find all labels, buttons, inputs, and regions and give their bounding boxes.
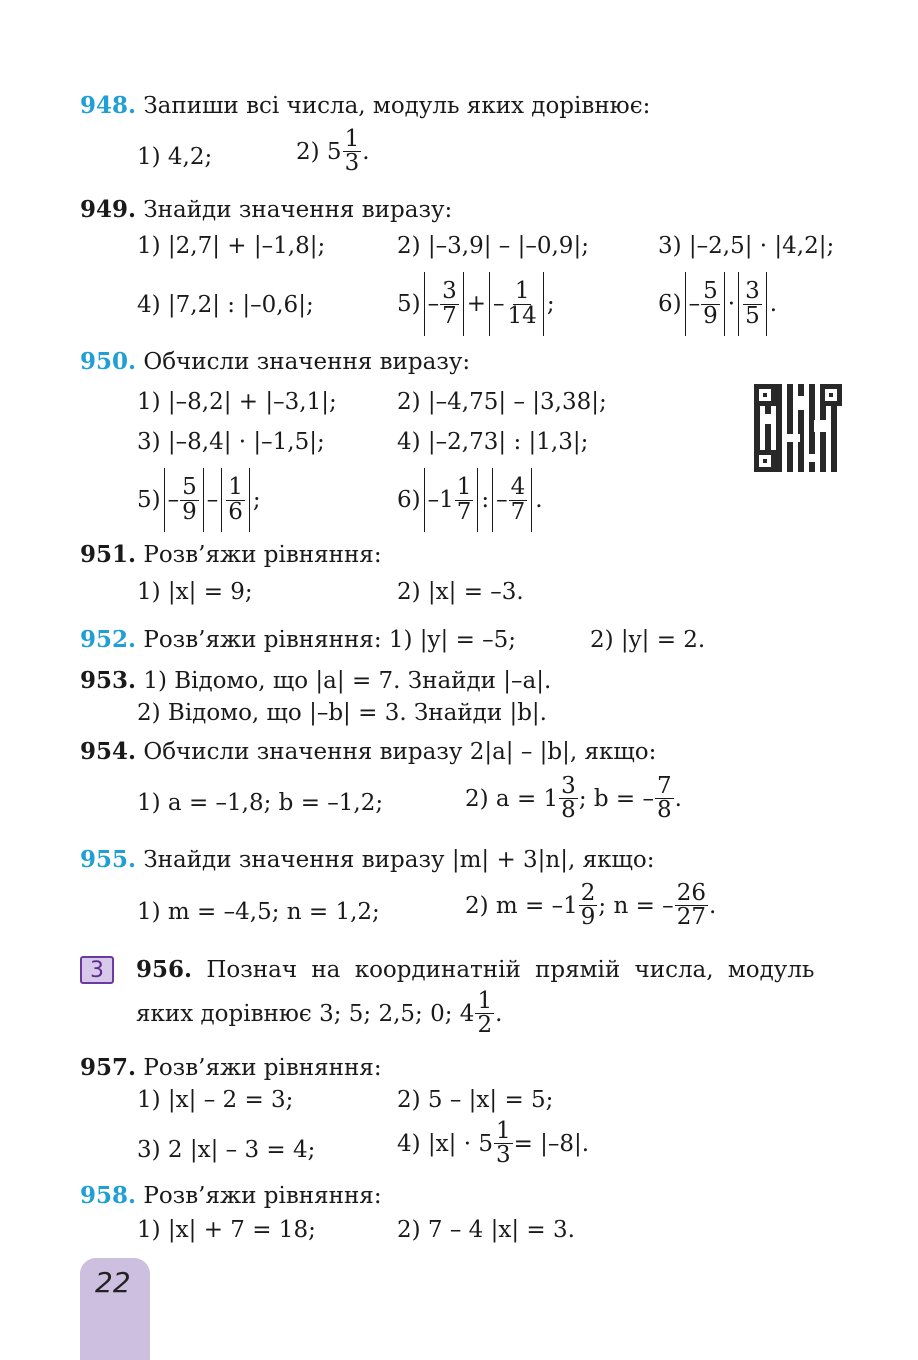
item-957-3: 3) 2 |x| – 3 = 4;	[137, 1137, 316, 1163]
exercise-text: Розв’яжи рівняння:	[143, 542, 382, 568]
item-958-1: 1) |x| + 7 = 18;	[137, 1217, 316, 1243]
exercise-952	[80, 626, 516, 654]
exercise-number: 950.	[80, 348, 137, 375]
exercise-text: Обчисли значення виразу:	[143, 349, 471, 375]
exercise-number: 954.	[80, 738, 137, 765]
item-949-6: 6) – $\frac{5}{9}$ · $\frac{3}{5}$ .	[658, 272, 777, 336]
item-949-3: 3) |–2,5| · |4,2|;	[658, 233, 835, 259]
exercise-number: 951.	[80, 541, 137, 568]
exercise-text: Знайди значення виразу:	[143, 197, 453, 223]
exercise-text: 1) Відомо, що |a| = 7. Знайди |–a|.	[143, 668, 552, 694]
exercise-958	[80, 1182, 382, 1210]
item-955-2: 2) m = –1 $\frac{2}{9}$ ; n = – $\frac{26}{27}$ .	[465, 880, 717, 931]
item-953-2: 2) Відомо, що |–b| = 3. Знайди |b|.	[137, 700, 547, 726]
exercise-number: 949.	[80, 196, 137, 223]
item-950-6: 6) –1 $\frac{1}{7}$ : – $\frac{4}{7}$ .	[397, 468, 543, 532]
item-950-1: 1) |–8,2| + |–3,1|;	[137, 389, 337, 415]
item-957-2: 2) 5 – |x| = 5;	[397, 1087, 554, 1113]
page-number: 22	[95, 1266, 131, 1299]
item-950-4: 4) |–2,73| : |1,3|;	[397, 429, 589, 455]
item-952-2: 2) |y| = 2.	[590, 627, 706, 653]
exercise-text: Розв’яжи рівняння:	[143, 1183, 382, 1209]
exercise-956	[136, 956, 814, 984]
item-957-1: 1) |x| – 2 = 3;	[137, 1087, 294, 1113]
exercise-954	[80, 738, 656, 766]
item-951-2: 2) |x| = –3.	[397, 579, 524, 605]
item-948-2: 2) 5 $\frac{1}{3}$ .	[296, 126, 370, 177]
exercise-text: Запиши всі числа, модуль яких дорівнює:	[143, 93, 651, 119]
level-badge: 3	[80, 956, 114, 984]
qr-code-icon	[754, 384, 842, 472]
exercise-number: 957.	[80, 1054, 137, 1081]
exercise-957	[80, 1054, 382, 1082]
exercise-951	[80, 541, 382, 569]
exercise-953	[80, 667, 551, 695]
exercise-text: Обчисли значення виразу 2|a| – |b|, якщо:	[143, 739, 657, 765]
item-949-1: 1) |2,7| + |–1,8|;	[137, 233, 326, 259]
exercise-955	[80, 846, 654, 874]
exercise-number: 948.	[80, 92, 137, 119]
item-957-4: 4) |x| · 5 $\frac{1}{3}$ = |–8|.	[397, 1118, 590, 1169]
exercise-text: Розв’яжи рівняння: 1) |y| = –5;	[143, 627, 517, 653]
exercise-950	[80, 348, 470, 376]
exercise-956-line2: яких дорівнює 3; 5; 2,5; 0; 4 $\frac{1}{2}$ .	[136, 988, 503, 1039]
exercise-number: 956.	[136, 956, 193, 983]
item-950-5: 5) – $\frac{5}{9}$ – $\frac{1}{6}$ ;	[137, 468, 261, 532]
exercise-number: 958.	[80, 1182, 137, 1209]
item-949-2: 2) |–3,9| – |–0,9|;	[397, 233, 589, 259]
item-955-1: 1) m = –4,5; n = 1,2;	[137, 899, 380, 925]
exercise-text: Познач на координатній прямій числа, модуль	[206, 957, 815, 983]
item-948-1: 1) 4,2;	[137, 144, 213, 170]
exercise-text: Розв’яжи рівняння:	[143, 1055, 382, 1081]
exercise-948	[80, 92, 650, 120]
item-951-1: 1) |x| = 9;	[137, 579, 253, 605]
exercise-text: Знайди значення виразу |m| + 3|n|, якщо:	[143, 847, 655, 873]
item-949-5: 5) – $\frac{3}{7}$ + – $\frac{1}{14}$ ;	[397, 272, 555, 336]
item-954-2: 2) a = 1 $\frac{3}{8}$ ; b = – $\frac{7}{8}$ .	[465, 773, 682, 824]
item-949-4: 4) |7,2| : |–0,6|;	[137, 292, 314, 318]
exercise-number: 953.	[80, 667, 137, 694]
item-950-2: 2) |–4,75| – |3,38|;	[397, 389, 607, 415]
item-954-1: 1) a = –1,8; b = –1,2;	[137, 790, 384, 816]
exercise-number: 952.	[80, 626, 137, 653]
item-950-3: 3) |–8,4| · |–1,5|;	[137, 429, 325, 455]
item-958-2: 2) 7 – 4 |x| = 3.	[397, 1217, 575, 1243]
exercise-949	[80, 196, 452, 224]
exercise-number: 955.	[80, 846, 137, 873]
